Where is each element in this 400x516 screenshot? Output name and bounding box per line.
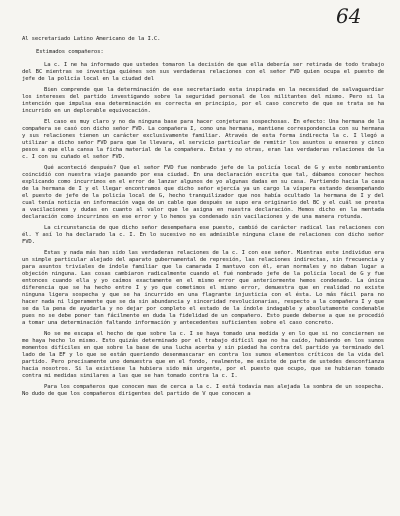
letter-paragraph: Estas y nada más han sido las verdaderas relaciones de la c. I con ese señor. Mientras este individuo era un simple particular alejado del aparato gubernamental de represión, las relaciones indirectas, sin frecuencia y para asuntos triviales de índole familiar que la camarada I mantuvo con él, eran normales y no daban lugar a objeción ninguna. Las cosas cambiaron radicalmente cuando el fué nombrado jefe de la policía local de G y fue entonces cuando ella y yo caímos exactamente en el mismo error que anteriormente hemos condenado. La única diferencia que se ha hecho entre I y yo que cometimos el mismo error, demuestra que en realidad no existe ninguna ligera sospecha y que se ha incurrido en una flagrante injusticia con el ésta. Lo más fácil para no hacer nada ni ligeramente que se da sin abundancia y sinceridad revolucionarias, respecto a la compañera I y que se da la pena de ayudarla y no dejar por completo el estado de la índole indagable y absolutamente condenable pues no se debe poner tan fácilmente en duda la fidelidad de un compañero. Esto puede deberse a que se procedió a tomar una determinación faltando información y antecedentes suficientes sobre el caso concreto. bbox=[22, 250, 384, 326]
letter-paragraph: La circunstancia de que dicho señor desempeñara ese puesto, cambió de carácter radical las relaciones con él. Y así lo ha declarado la c. I. En lo sucesivo no es admisible ninguna clase de relaciones con dicho señor FVD. bbox=[22, 225, 384, 245]
letter-paragraph: Qué aconteció después? Que el señor FVD fue nombrado jefe de la policía local de G y este nombramiento coincidió con nuestra viaje pasando por esa ciudad. En una declaración escrita que tal, dábamos conocer hechos explicando como incurrimos en el error de lanzar algunos de yo algunas dadas en su casa. Partiendo hacia la casa de la hermana de I y el llegar encontramos que dicho señor ejercía ya un cargo la víspera estando desempeñando el puesto de jefe de la policía local de G, hecho tranquilizador que nos había ocultado la hermana de I y del cual tenía noticia en información vaga de un cable que después se supo era originario del BC y el cuál se presta a vacilaciones y dudas en cuanto al valor que le asigna en nuestra declaración. Hemos dicho en la mentada declaración como incurrimos en ese error y lo hemos ya condenado sin vacilaciones y de una manera rotunda. bbox=[22, 165, 384, 220]
letter-paragraph: Bien comprende que la determinación de ese secretariado esta inspirada en la necesidad de salvaguardiar los intereses del partido investigando sobre la seguridad personal de los militantes del mismo. Pero si la intención que impulsa esa determinación es correcta en principio, por el caso concreto de que se trata se ha incurrido en un deplorable equivocación. bbox=[22, 87, 384, 114]
letter-paragraph: La c. I ne ha informado que ustedes tomaron la decisión de que ella debería ser retirada de todo trabajo del BC mientras se investiga quiénes son sus verdaderas relaciones con el señor FVD quien ocupa el puesto de jefe de la policía local en la ciudad del bbox=[22, 62, 384, 82]
letter-paragraph: No se me escapa el hecho de que sobre la c. I se haya tomado una medida y en lo que si no conciernen se me haya hecho lo mismo. Esto quizás determinado por el trabajo difícil que no ha caído, habiendo en los sumos momentos difíciles en que sobre la base de una lucha acerba y sin piedad ha contra del partido ya terminado del lado de la EF y lo que se están queriendo desenmascarar en contra los sumos elementos críticos de la vida del partido. Pero precisamente uno demuestra que en el fondo, realmente, me existe de parte de ustedes desconfianza hacia nosotros. Si la existiese la hubiera sido más urgente, por el puesto que ocupo, que se hubieran tomado contra mi medidas similares a las que se han tomado contra la c. I. bbox=[22, 331, 384, 379]
handwritten-page-number: 64 bbox=[336, 4, 362, 28]
letter-body bbox=[22, 36, 384, 402]
letter-paragraph: El caso es muy claro y no da ninguna base para hacer conjeturas sospechosas. En efecto: Una hermana de la compañera se casó con dicho señor FVD. La compañera I, como una hermana, mantiene correspondencia con su hermana y sus relaciones tienen un carácter exclusivamente familiar. Através de esta forma indirecta la c. I llegó a utilizar a dicho señor FVD para que le llevara, el servicio particular de remitir los asuntos u enseres y cinco pesos a que ella cansa la ficha material de la compañera. Estas y no otras, eran las verdaderas relaciones de la c. I con su cuñado el señor FVD. bbox=[22, 119, 384, 160]
letter-addressee: Al secretariado Latino Americano de la I.C. bbox=[22, 36, 161, 42]
letter-paragraph: Para los compañeros que conocen mas de cerca a la c. I está todavía mas alejada la sombra de un sospecha. No dudo de que los compañeros dirigentes del partido de V que conocen a bbox=[22, 384, 384, 397]
letter-salutation: Estimados compañeros: bbox=[36, 49, 104, 55]
